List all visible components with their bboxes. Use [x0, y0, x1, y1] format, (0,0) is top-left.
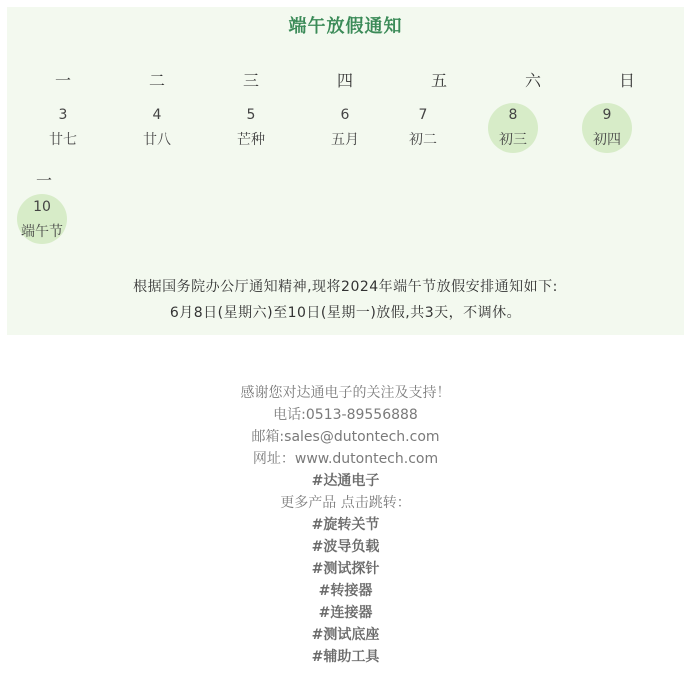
tag-test-probe-link[interactable]: #测试探针 [311, 561, 380, 577]
phone-text: 电话:0513-89556888 [273, 407, 418, 423]
weekday-fri: 五 [430, 71, 447, 90]
calendar-day-3 [33, 106, 93, 149]
website-text: 网址：www.dutontech.com [252, 451, 439, 467]
day-lunar: 廿八 [143, 132, 171, 148]
notice-line-2: 6月8日(星期六)至10日(星期一)放假,共3天，不调休。 [169, 305, 522, 321]
tag-adapter-link[interactable]: #转接器 [318, 583, 373, 599]
calendar-day-10 [12, 198, 72, 241]
notice-title: 端午放假通知 [288, 16, 403, 37]
calendar-day-7 [393, 106, 453, 149]
weekday-mon: 一 [54, 71, 71, 90]
day-lunar: 五月 [331, 132, 359, 148]
tag-auxiliary-tools-link[interactable]: #辅助工具 [311, 649, 380, 665]
weekday-thu: 四 [336, 71, 353, 90]
day-number: 6 [340, 107, 350, 123]
day-number: 5 [246, 107, 256, 123]
day-lunar: 廿七 [49, 132, 77, 148]
weekday-tue: 二 [148, 71, 165, 90]
day-lunar: 初四 [593, 132, 621, 148]
day-number: 4 [152, 107, 162, 123]
tag-waveguide-load-link[interactable]: #波导负载 [311, 539, 380, 555]
calendar-day-5 [221, 106, 281, 149]
tag-test-socket-link[interactable]: #测试底座 [311, 627, 380, 643]
day-number: 3 [58, 107, 68, 123]
notice-line-1: 根据国务院办公厅通知精神,现将2024年端午节放假安排通知如下: [133, 279, 558, 295]
day-number: 8 [508, 107, 518, 123]
calendar-day-6 [315, 106, 375, 149]
day-number: 9 [602, 107, 612, 123]
calendar-day-8 [483, 106, 543, 149]
day-lunar: 初三 [499, 132, 527, 148]
day-number: 7 [418, 107, 428, 123]
weekday-wed: 三 [242, 71, 259, 90]
tag-rotary-joint-link[interactable]: #旋转关节 [311, 517, 380, 533]
weekday-sat: 六 [524, 71, 541, 90]
weekday-mon-week2: 一 [35, 171, 52, 190]
day-lunar: 端午节 [21, 224, 63, 240]
weekday-sun: 日 [618, 71, 635, 90]
tag-company-link[interactable]: #达通电子 [311, 473, 380, 489]
day-lunar: 芒种 [237, 132, 265, 148]
thanks-text: 感谢您对达通电子的关注及支持！ [240, 385, 451, 401]
email-text: 邮箱:sales@dutontech.com [251, 429, 440, 445]
more-products-text: 更多产品 点击跳转： [280, 495, 411, 511]
tag-connector-link[interactable]: #连接器 [318, 605, 373, 621]
calendar-day-4 [127, 106, 187, 149]
calendar-day-9 [577, 106, 637, 149]
day-lunar: 初二 [409, 132, 437, 148]
company-footer [0, 382, 691, 668]
day-number: 10 [33, 199, 51, 215]
